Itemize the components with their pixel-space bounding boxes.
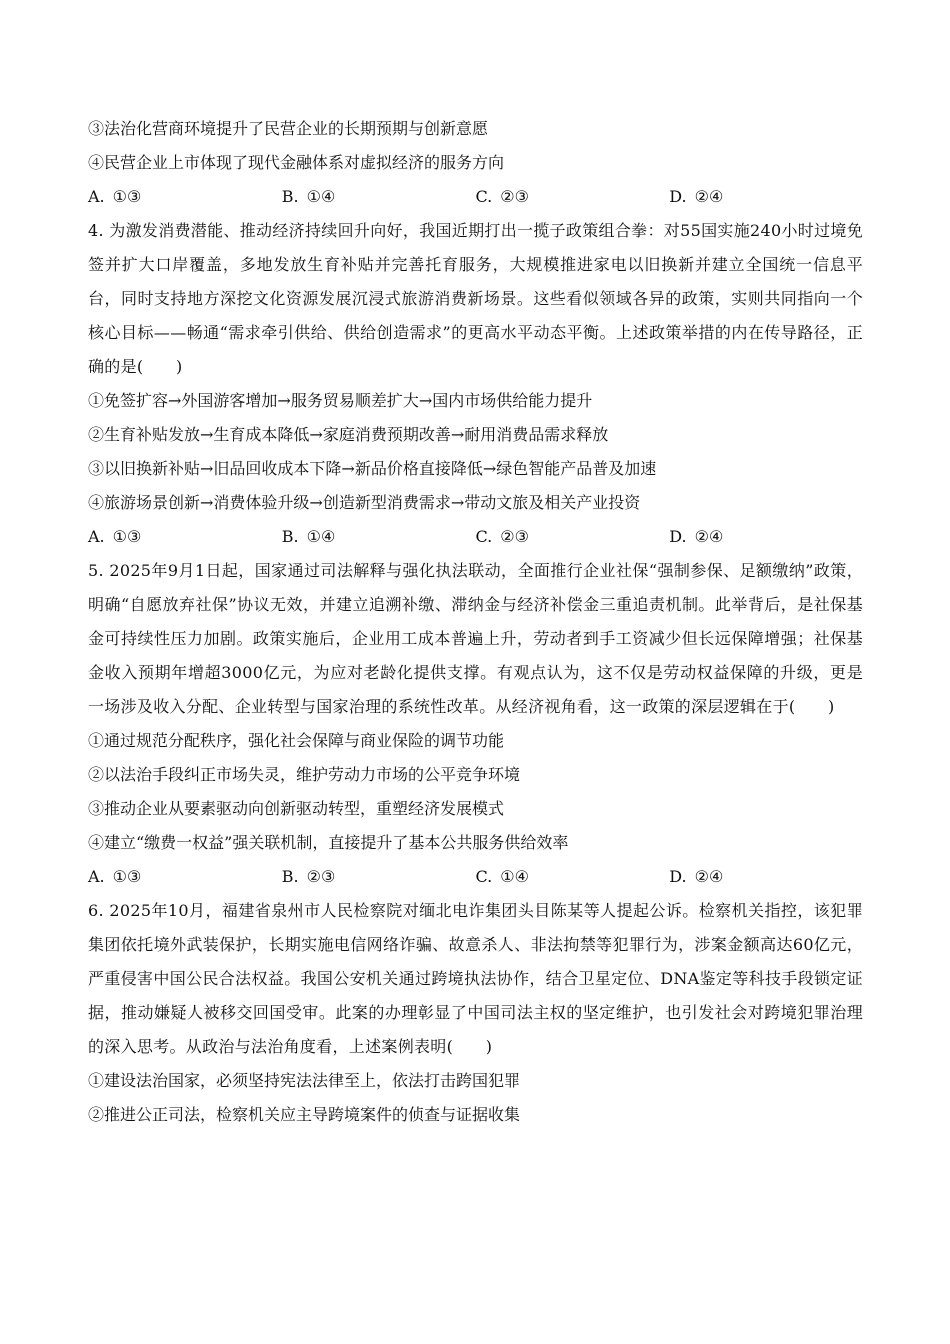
- choice-b[interactable]: B. ②③: [281, 867, 336, 886]
- choice-d[interactable]: D. ②④: [669, 527, 724, 546]
- option-line: ④旅游场景创新→消费体验升级→创造新型消费需求→带动文旅及相关产业投资: [88, 493, 641, 512]
- choice-c[interactable]: C. ①④: [475, 867, 529, 886]
- choice-a[interactable]: A. ①③: [88, 187, 142, 206]
- choice-b[interactable]: B. ①④: [281, 527, 336, 546]
- option-line: ①通过规范分配秩序，强化社会保障与商业保险的调节功能: [88, 731, 505, 750]
- option-line: ①免签扩容→外国游客增加→服务贸易顺差扩大→国内市场供给能力提升: [88, 391, 593, 410]
- question-3: [88, 112, 863, 214]
- answer-choices: [88, 860, 863, 894]
- question-stem: 4. 为激发消费潜能、推动经济持续回升向好，我国近期打出一揽子政策组合拳：对55国实施240小时过境免签并扩大口岸覆盖，多地发放生育补贴并完善托育服务，大规模推进家电以旧换新并建立全国统一信息平台，同时支持地方深挖文化资源发展沉浸式旅游消费新场景。这些看似领域各异的政策，实则共同指向一个核心目标——畅通“需求牵引供给、供给创造需求”的更高水平动态平衡。上述政策举措的内在传导路径，正确的是( ): [88, 221, 863, 376]
- option-line: ②以法治手段纠正市场失灵，维护劳动力市场的公平竞争环境: [88, 765, 521, 784]
- option-line: ④民营企业上市体现了现代金融体系对虚拟经济的服务方向: [88, 153, 505, 172]
- answer-choices: [88, 520, 863, 554]
- option-line: ①建设法治国家，必须坚持宪法法律至上，依法打击跨国犯罪: [88, 1071, 521, 1090]
- question-5: [88, 554, 863, 894]
- question-6: [88, 894, 863, 1132]
- option-line: ②生育补贴发放→生育成本降低→家庭消费预期改善→耐用消费品需求释放: [88, 425, 609, 444]
- option-line: ②推进公正司法，检察机关应主导跨境案件的侦查与证据收集: [88, 1105, 521, 1124]
- question-4: [88, 214, 863, 554]
- answer-choices: [88, 180, 863, 214]
- choice-d[interactable]: D. ②④: [669, 867, 724, 886]
- question-stem: 6. 2025年10月，福建省泉州市人民检察院对缅北电诈集团头目陈某等人提起公诉。检察机关指控，该犯罪集团依托境外武装保护，长期实施电信网络诈骗、故意杀人、非法拘禁等犯罪行为，涉案金额高达60亿元，严重侵害中国公民合法权益。我国公安机关通过跨境执法协作，结合卫星定位、DNA鉴定等科技手段锁定证据，推动嫌疑人被移交回国受审。此案的办理彰显了中国司法主权的坚定维护，也引发社会对跨境犯罪治理的深入思考。从政治与法治角度看，上述案例表明( ): [88, 901, 863, 1056]
- choice-c[interactable]: C. ②③: [475, 527, 529, 546]
- option-line: ③以旧换新补贴→旧品回收成本下降→新品价格直接降低→绿色智能产品普及加速: [88, 459, 657, 478]
- choice-a[interactable]: A. ①③: [88, 867, 142, 886]
- choice-d[interactable]: D. ②④: [669, 187, 724, 206]
- option-line: ③法治化营商环境提升了民营企业的长期预期与创新意愿: [88, 119, 489, 138]
- choice-a[interactable]: A. ①③: [88, 527, 142, 546]
- option-line: ③推动企业从要素驱动向创新驱动转型，重塑经济发展模式: [88, 799, 505, 818]
- option-line: ④建立“缴费一权益”强关联机制，直接提升了基本公共服务供给效率: [88, 833, 569, 852]
- choice-b[interactable]: B. ①④: [281, 187, 336, 206]
- choice-c[interactable]: C. ②③: [475, 187, 529, 206]
- exam-page: [88, 112, 863, 1132]
- question-stem: 5. 2025年9月1日起，国家通过司法解释与强化执法联动，全面推行企业社保“强制参保、足额缴纳”政策，明确“自愿放弃社保”协议无效，并建立追溯补缴、滞纳金与经济补偿金三重追责机制。此举背后，是社保基金可持续性压力加剧。政策实施后，企业用工成本普遍上升，劳动者到手工资减少但长远保障增强；社保基金收入预期年增超3000亿元，为应对老龄化提供支撑。有观点认为，这不仅是劳动权益保障的升级，更是一场涉及收入分配、企业转型与国家治理的系统性改革。从经济视角看，这一政策的深层逻辑在于( ): [88, 561, 863, 716]
